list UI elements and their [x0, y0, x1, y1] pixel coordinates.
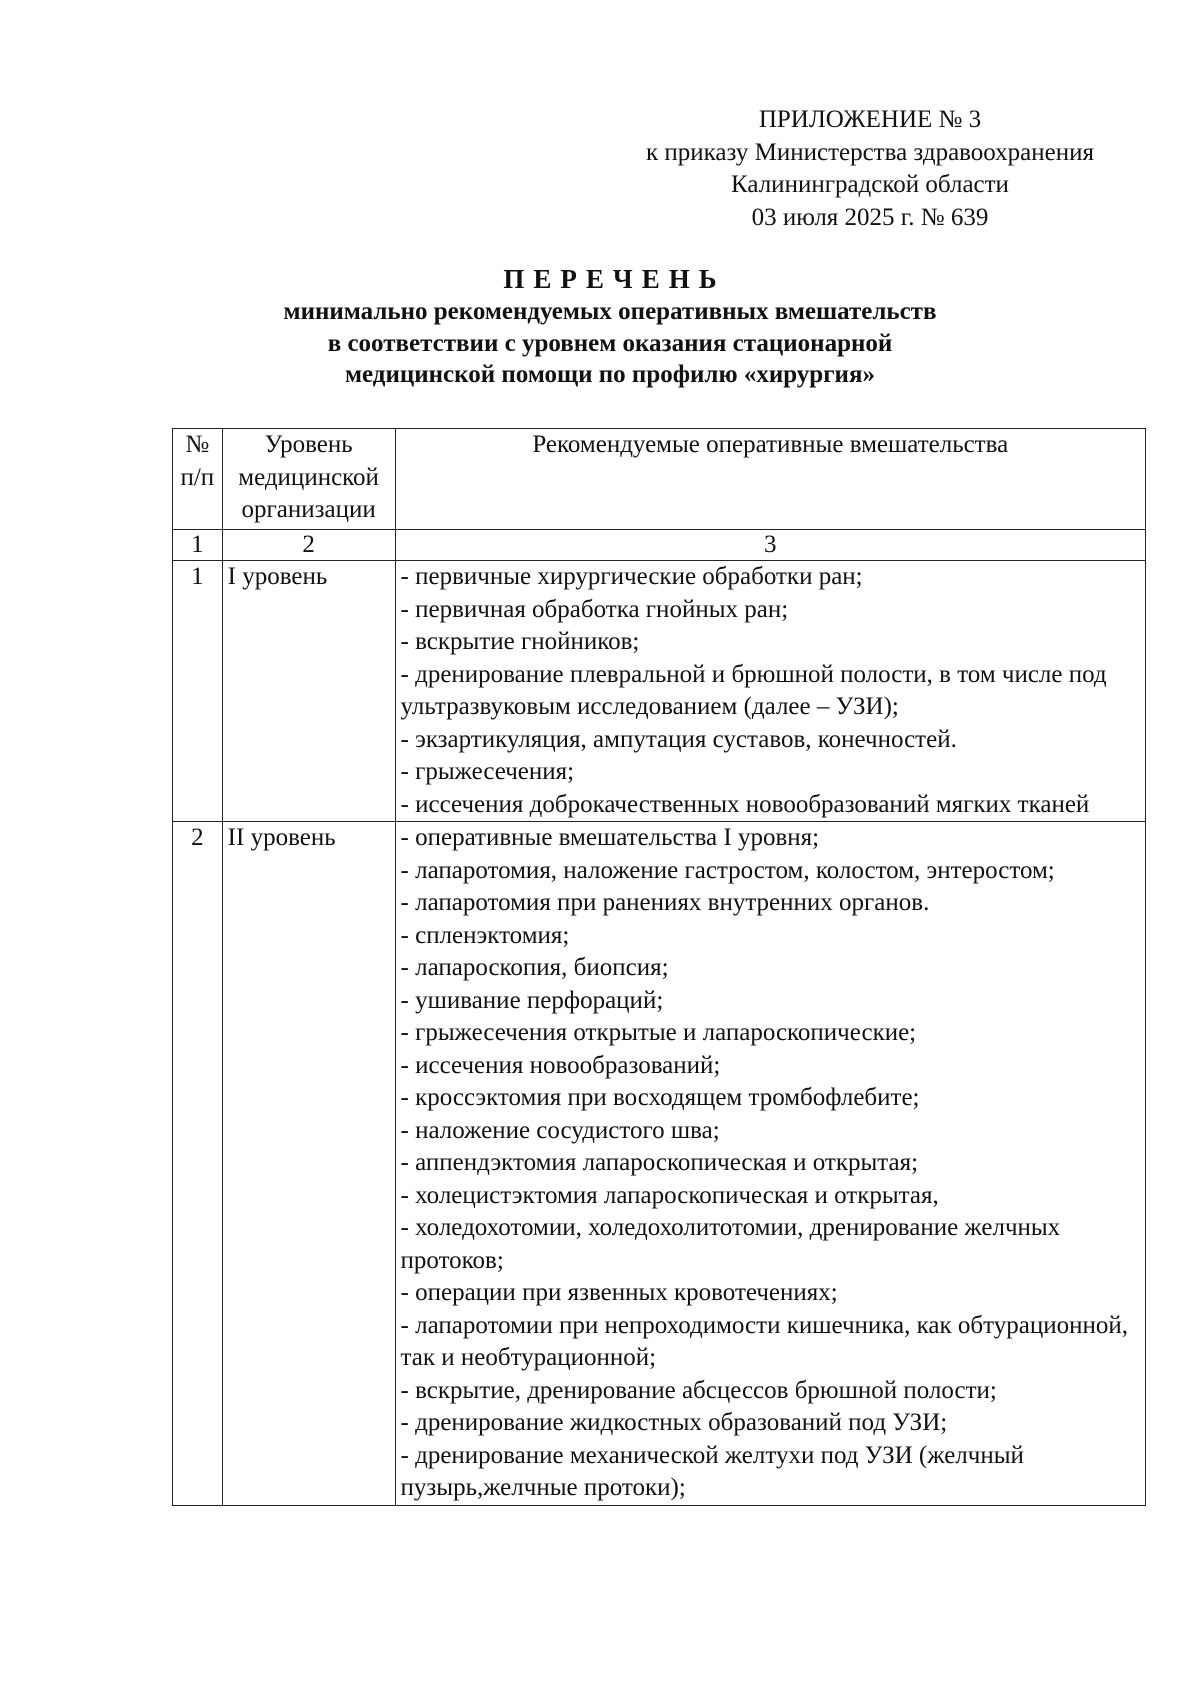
- header-num-line-2: п/п: [180, 463, 215, 491]
- column-number-row: [173, 530, 1146, 561]
- list-item: - лапаротомии при непроходимости кишечника, как обтурационной, так и необтурационной;: [400, 1311, 1128, 1371]
- header-level-line-2: медицинской: [238, 463, 379, 491]
- header-level: [222, 429, 395, 530]
- list-item: - вскрытие, дренирование абсцессов брюшной полости;: [400, 1376, 997, 1404]
- column-number: 3: [395, 530, 1145, 561]
- table-row: [173, 822, 1146, 1506]
- table-row: [173, 561, 1146, 822]
- list-item: - операции при язвенных кровотечениях;: [400, 1279, 838, 1306]
- row-number: 2: [173, 822, 223, 1506]
- list-item: - дренирование плевральной и брюшной полости, в том числе под ультразвуковым исследованием (далее – УЗИ);: [400, 660, 1107, 720]
- interventions-table: [172, 428, 1146, 1506]
- row-interventions: [395, 561, 1145, 822]
- row-level: I уровень: [222, 561, 395, 822]
- list-item: - холедохотомии, холедохолитотомии, дренирование желчных протоков;: [400, 1214, 1061, 1274]
- list-item: - иссечения доброкачественных новообразований мягких тканей: [400, 790, 1090, 818]
- list-item: - оперативные вмешательства I уровня;: [400, 824, 820, 851]
- column-number: 2: [222, 530, 395, 561]
- list-item: - первичные хирургические обработки ран;: [400, 563, 863, 590]
- list-item: - ушивание перфораций;: [400, 986, 664, 1014]
- document-heading: [140, 262, 1080, 391]
- list-item: - лапароскопия, биопсия;: [400, 954, 669, 981]
- list-item: - вскрытие гнойников;: [400, 628, 640, 655]
- list-item: - холецистэктомия лапароскопическая и открытая,: [400, 1181, 939, 1209]
- appendix-order-line: к приказу Министерства здравоохранения: [645, 138, 1095, 166]
- list-item: - лапаротомия, наложение гастростом, колостом, энтеростом;: [400, 856, 1055, 884]
- appendix-region-line: Калининградской области: [731, 171, 1009, 198]
- list-item: - спленэктомия;: [400, 921, 570, 949]
- row-number: 1: [173, 561, 223, 822]
- header-num: [173, 429, 223, 530]
- appendix-block: [600, 104, 1140, 234]
- list-item: - дренирование механической желтухи под УЗИ (желчный пузырь,желчные протоки);: [400, 1441, 1024, 1501]
- table-header-row: [173, 429, 1146, 530]
- list-item: - аппендэктомия лапароскопическая и открытая;: [400, 1149, 919, 1176]
- list-item: - иссечения новообразований;: [400, 1051, 721, 1079]
- header-num-line-1: №: [185, 431, 210, 458]
- heading-line-1: минимально рекомендуемых оперативных вмешательств: [283, 298, 937, 325]
- heading-line-3: медицинской помощи по профилю «хирургия»: [345, 361, 875, 388]
- list-item: - лапаротомия при ранениях внутренних органов.: [400, 889, 930, 916]
- row-interventions: [395, 822, 1145, 1506]
- column-number: 1: [173, 530, 223, 561]
- header-level-line-3: организации: [241, 496, 376, 523]
- heading-title: ПЕРЕЧЕНЬ: [503, 264, 726, 294]
- list-item: - экзартикуляция, ампутация суставов, конечностей.: [400, 725, 957, 753]
- appendix-title: ПРИЛОЖЕНИЕ № 3: [758, 106, 982, 133]
- header-level-line-1: Уровень: [264, 431, 353, 458]
- list-item: - грыжесечения открытые и лапароскопические;: [400, 1019, 917, 1046]
- list-item: - первичная обработка гнойных ран;: [400, 595, 789, 623]
- list-item: - кроссэктомия при восходящем тромбофлебите;: [400, 1084, 920, 1111]
- list-item: - грыжесечения;: [400, 758, 575, 785]
- appendix-date-line: 03 июля 2025 г. № 639: [751, 203, 989, 231]
- header-interventions: Рекомендуемые оперативные вмешательства: [395, 429, 1145, 530]
- row-level: II уровень: [222, 822, 395, 1506]
- list-item: - наложение сосудистого шва;: [400, 1116, 720, 1144]
- heading-line-2: в соответствии с уровнем оказания стационарной: [327, 329, 893, 357]
- list-item: - дренирование жидкостных образований под УЗИ;: [400, 1409, 948, 1436]
